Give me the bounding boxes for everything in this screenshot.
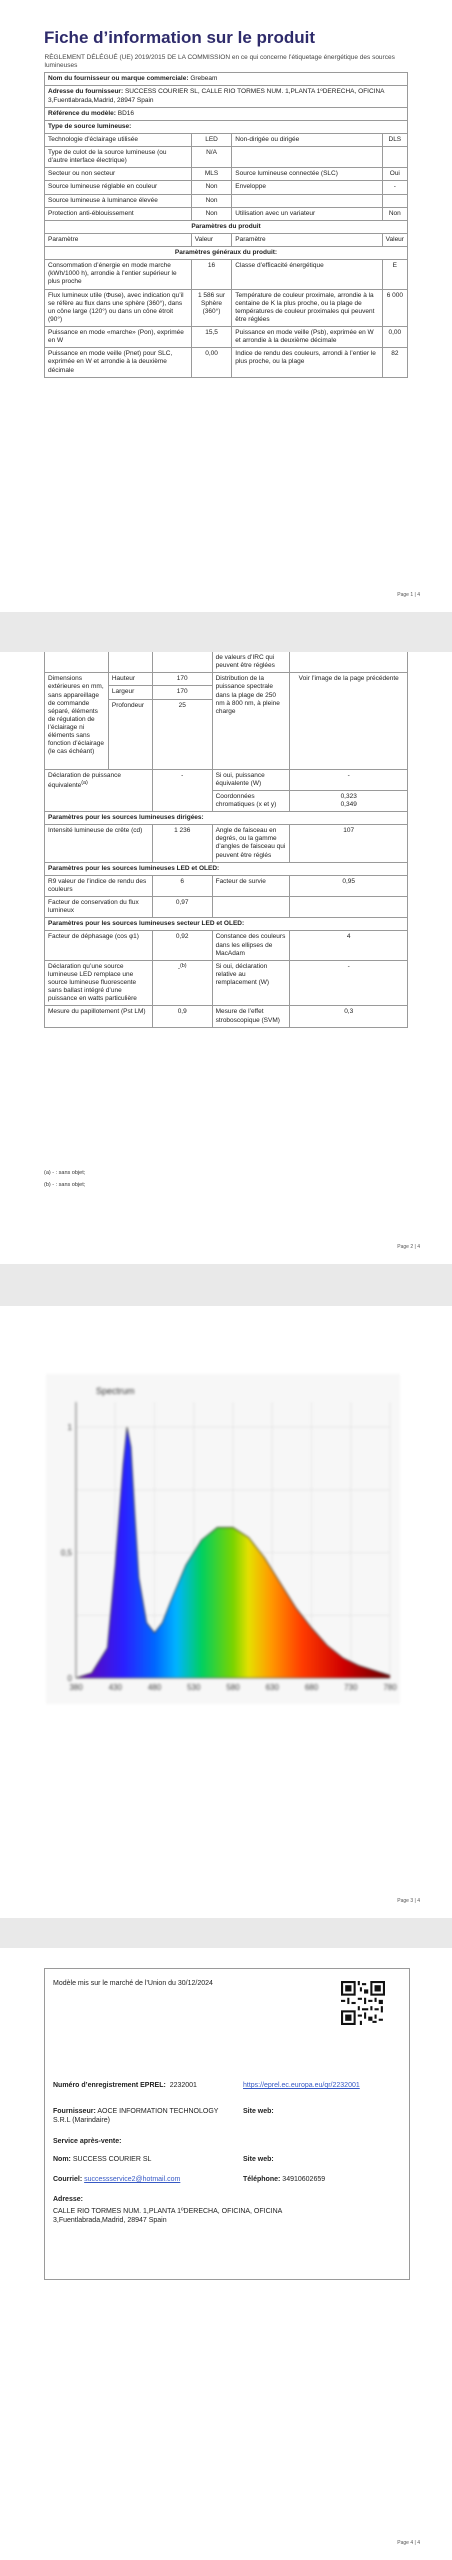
param-label: Source lumineuse connectée (SLC) (232, 168, 382, 181)
param-value: 107 (290, 825, 408, 863)
param-label: Angle de faisceau en degrés, ou la gamme d’angles de faisceau qui peuvent être réglés (212, 825, 290, 863)
param-label (232, 194, 382, 207)
x-tick-label: 480 (147, 1683, 162, 1692)
param-label: Si oui, déclaration relative au remplacement (W) (212, 960, 290, 1006)
col-header: Valeur (191, 233, 232, 246)
param-value: 0,3 (290, 1006, 408, 1027)
page-title: Fiche d’information sur le produit (44, 28, 316, 47)
y-tick-label: 1 (67, 1423, 72, 1433)
param-value: E (382, 260, 407, 289)
address-label: Adresse: (53, 2196, 83, 2203)
site2-label: Site web: (243, 2156, 274, 2163)
chroma-x: 0,323 (340, 792, 357, 800)
param-label: Puissance en mode «marche» (Pon), exprimée en W (45, 327, 192, 348)
param-label: Indice de rendu des couleurs, arrondi à l’entier le plus proche, ou la plage (232, 348, 382, 377)
phone-value: 34910602659 (282, 2176, 326, 2183)
mains-sup: (b) (179, 962, 187, 969)
param-label: Intensité lumineuse de crête (cd) (45, 825, 153, 863)
chroma-label: Coordonnées chromatiques (x et y) (212, 790, 290, 811)
dim-depth-label: Profondeur (108, 699, 152, 769)
param-value: Non (191, 207, 232, 220)
x-tick-label: 380 (69, 1683, 83, 1692)
supplier-name-label: Nom du fournisseur ou marque commerciale: (48, 75, 189, 83)
supplier-address-label: Adresse du fournisseur: (48, 88, 124, 96)
qr-code[interactable] (341, 1981, 385, 2025)
param-label: Technologie d’éclairage utilisée (45, 133, 192, 146)
email-link[interactable]: successservice2@hotmail.com (84, 2176, 181, 2183)
param-label: Flux lumineux utile (Φuse), avec indication qu’il se réfère au flux dans une sphère (360°), dans un cône large (120°) ou dans un cône étroit (90°) (45, 289, 192, 327)
page-2 (0, 652, 452, 1264)
market-date: Modèle mis sur le marché de l’Union du 30/12/2024 (53, 1980, 213, 1987)
param-value: 0,97 (152, 897, 212, 918)
spd-value: Voir l’image de la page précédente (290, 673, 408, 769)
param-label: Constance des couleurs dans les ellipses de MacAdam (212, 931, 290, 960)
param-value: 1 586 sur Sphère (360°) (191, 289, 232, 327)
footnote-a: (a) - : sans objet; (44, 1170, 86, 1176)
cri-continued: de valeurs d’IRC qui peuvent être réglées (212, 652, 290, 673)
model-label: Référence du modèle: (48, 109, 116, 117)
table-row (45, 289, 408, 327)
page-number: Page 1 | 4 (397, 592, 420, 598)
param-value: 0,95 (290, 875, 408, 896)
dim-width-label: Largeur (108, 686, 152, 699)
param-value: 15,5 (191, 327, 232, 348)
supplier-value: AOCE INFORMATION TECHNOLOGY S.R.L (Marindaire) (53, 2108, 219, 2125)
param-label: Consommation d’énergie en mode marche (kWh/1000 h), arrondie à l’entier supérieur le plus proche (45, 260, 192, 289)
param-label: Source lumineuse réglable en couleur (45, 181, 192, 194)
param-value: 4 (290, 931, 408, 960)
y-tick-label: 0,5 (60, 1548, 72, 1558)
dim-height-label: Hauteur (108, 673, 152, 686)
phone-label: Téléphone: (243, 2176, 281, 2183)
dim-depth-value: 25 (152, 699, 212, 769)
table-row (45, 133, 408, 146)
table-row (45, 260, 408, 289)
x-tick-label: 530 (187, 1683, 201, 1692)
name-label: Nom: (53, 2156, 71, 2163)
page-1 (0, 0, 452, 612)
param-value (382, 147, 407, 168)
equiv-label: Déclaration de puissance équivalente (48, 771, 121, 789)
param-value: 1 236 (152, 825, 212, 863)
param-value: 6 (152, 875, 212, 896)
footnote-b: (b) - : sans objet; (44, 1182, 86, 1188)
eprel-label: Numéro d’enregistrement EPREL: (53, 2082, 166, 2089)
x-tick-label: 680 (304, 1683, 319, 1692)
dim-width-value: 170 (152, 686, 212, 699)
table-row (45, 168, 408, 181)
y-tick-label: 0 (67, 1674, 72, 1683)
param-label: Enveloppe (232, 181, 382, 194)
equiv-sup: (a) (81, 779, 88, 786)
param-label: Puissance en mode veille (Psb), exprimée en W et arrondie à la deuxième décimale (232, 327, 382, 348)
eprel-link[interactable]: https://eprel.ec.europa.eu/qr/2232001 (243, 2082, 360, 2089)
chroma-y: 0,349 (340, 800, 357, 808)
product-info-table (44, 52, 408, 378)
param-value: - (382, 181, 407, 194)
param-value: Non (191, 194, 232, 207)
col-header: Valeur (382, 233, 407, 246)
supplier-address: SUCCESS COURIER SL, CALLE RIO TORMES NUM. 1,PLANTA 1ºDERECHA, OFICINA 3,Fuentlabrada,Madrid, 28947 Spain (48, 88, 385, 104)
equiv-value: - (152, 769, 212, 812)
param-value: 0,00 (191, 348, 232, 377)
mains-header: Paramètres pour les sources lumineuses secteur LED et OLED: (45, 918, 408, 931)
spectrum-svg (46, 1374, 400, 1704)
x-tick-label: 630 (265, 1683, 279, 1692)
col-header: Paramètre (45, 233, 192, 246)
directed-header: Paramètres pour les sources lumineuses dirigées: (45, 812, 408, 825)
param-label: Protection anti-éblouissement (45, 207, 192, 220)
page-number: Page 4 | 4 (397, 2540, 420, 2546)
param-label: Température de couleur proximale, arrondie à la centaine de K la plus proche, ou la plage de températures de couleur proximales qui peuvent être réglées (232, 289, 382, 327)
page-number: Page 2 | 4 (397, 1244, 420, 1250)
param-label (232, 147, 382, 168)
param-value: 82 (382, 348, 407, 377)
param-value (382, 194, 407, 207)
after-sales-label: Service après-vente: (53, 2138, 122, 2145)
x-tick-label: 730 (344, 1683, 358, 1692)
param-value: Non (382, 207, 407, 220)
spectrum-chart (46, 1374, 400, 1704)
param-value: - (177, 964, 180, 972)
dim-height-value: 170 (152, 673, 212, 686)
spd-label: Distribution de la puissance spectrale dans la plage de 250 nm à 800 nm, à pleine charge (212, 673, 290, 769)
general-header: Paramètres généraux du produit: (45, 247, 408, 260)
table-row (45, 348, 408, 377)
param-label: Utilisation avec un variateur (232, 207, 382, 220)
site-label: Site web: (243, 2108, 274, 2115)
col-header: Paramètre (232, 233, 382, 246)
x-tick-label: 780 (383, 1683, 397, 1692)
param-label: Facteur de survie (212, 875, 290, 896)
param-value: 16 (191, 260, 232, 289)
table-row (45, 181, 408, 194)
param-label: Facteur de déphasage (cos φ1) (45, 931, 153, 960)
param-label: Puissance en mode veille (Pnet) pour SLC, exprimée en W et arrondie à la deuxième décimale (45, 348, 192, 377)
param-value: Non (191, 181, 232, 194)
page-4 (0, 1948, 452, 2560)
supplier-label: Fournisseur: (53, 2108, 96, 2115)
param-label: Source lumineuse à luminance élevée (45, 194, 192, 207)
equiv-power-value: - (290, 769, 408, 790)
param-value: 0,92 (152, 931, 212, 960)
table-row (45, 194, 408, 207)
table-row (45, 207, 408, 220)
param-label: Type de culot de la source lumineuse (ou d’autre interface électrique) (45, 147, 192, 168)
eprel-value: 2232001 (169, 2082, 197, 2089)
email-label: Courriel: (53, 2176, 83, 2183)
type-header: Type de source lumineuse: (45, 120, 408, 133)
param-label: Non-dirigée ou dirigée (232, 133, 382, 146)
x-tick-label: 430 (108, 1683, 122, 1692)
param-value: MLS (191, 168, 232, 181)
param-value: 0,00 (382, 327, 407, 348)
param-label: Mesure de l’effet stroboscopique (SVM) (212, 1006, 290, 1027)
table-row (45, 327, 408, 348)
model-value: BD16 (117, 109, 134, 117)
eprel-box (44, 1968, 410, 2280)
param-label: Classe d’efficacité énergétique (232, 260, 382, 289)
x-tick-label: 580 (226, 1683, 240, 1692)
param-value: - (290, 960, 408, 1006)
param-value: 0,9 (152, 1006, 212, 1027)
product-params-table-continued (44, 652, 408, 1028)
address-value: CALLE RIO TORMES NUM. 1,PLANTA 1ºDERECHA, OFICINA, OFICINA 3,Fuentlabrada,Madrid, 28947 Spain (53, 2208, 282, 2225)
param-label: Mesure du papillotement (Pst LM) (45, 1006, 153, 1027)
table-row (45, 147, 408, 168)
supplier-name: Grebeam (190, 75, 218, 83)
param-value: DLS (382, 133, 407, 146)
chart-title: Spectrum (96, 1386, 135, 1396)
product-params-header: Paramètres du produit (45, 220, 408, 233)
param-value: N/A (191, 147, 232, 168)
page-3 (0, 1306, 452, 1918)
param-label: Secteur ou non secteur (45, 168, 192, 181)
param-value: Oui (382, 168, 407, 181)
param-label: Déclaration qu’une source lumineuse LED remplace une source lumineuse fluorescente sans ballast intégré d’une puissance en watts particulière (45, 960, 153, 1006)
param-label: Facteur de conservation du flux lumineux (45, 897, 153, 918)
param-value: 6 000 (382, 289, 407, 327)
page-number: Page 3 | 4 (397, 1898, 420, 1904)
param-label: R9 valeur de l’indice de rendu des couleurs (45, 875, 153, 896)
equiv-power-label: Si oui, puissance équivalente (W) (212, 769, 290, 790)
name-value: SUCCESS COURIER SL (72, 2156, 152, 2163)
dimensions-label: Dimensions extérieures en mm, sans appareillage de commande séparé, éléments de régulation de l’éclairage ni éléments sans fonction d’éclairage (le cas échéant) (45, 673, 109, 769)
led-header: Paramètres pour les sources lumineuses LED et OLED: (45, 862, 408, 875)
param-value: LED (191, 133, 232, 146)
regulation-text: RÈGLEMENT DÉLÉGUÉ (UE) 2019/2015 DE LA COMMISSION en ce qui concerne l’étiquetage énergétique des sources lumineuses (44, 54, 395, 70)
